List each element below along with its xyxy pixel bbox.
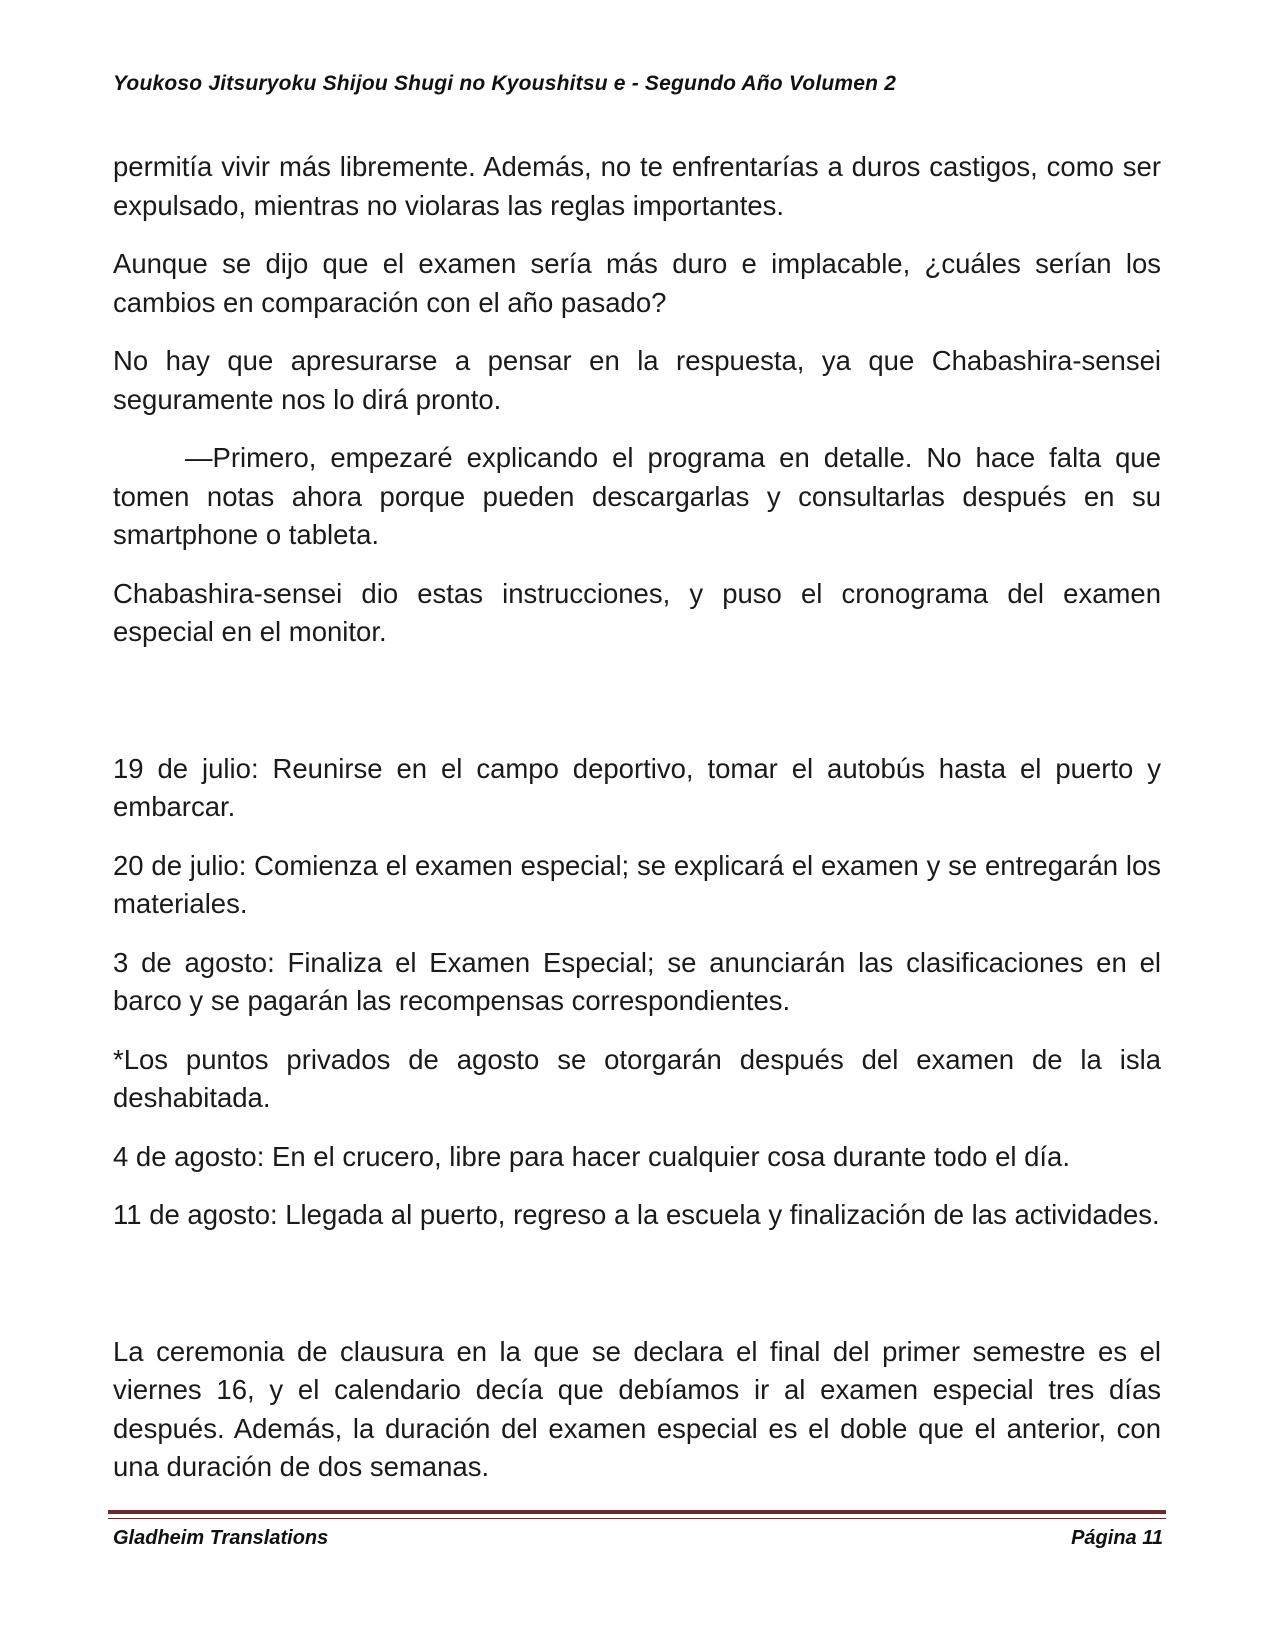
footer-page-number: Página 11	[1071, 1527, 1163, 1549]
paragraph: Aunque se dijo que el examen sería más duro e implacable, ¿cuáles serían los cambios en comparación con el año pasado?	[113, 248, 1161, 318]
section-gap	[113, 1255, 1161, 1333]
footer-translator: Gladheim Translations	[113, 1527, 329, 1549]
paragraph: permitía vivir más libremente. Además, no te enfrentarías a duros castigos, como ser expulsado, mientras no violaras las reglas importantes.	[113, 151, 1161, 221]
footer-divider	[108, 1510, 1166, 1519]
paragraph: No hay que apresurarse a pensar en la respuesta, ya que Chabashira-sensei seguramente nos lo dirá pronto.	[113, 345, 1161, 415]
paragraph: Chabashira-sensei dio estas instrucciones, y puso el cronograma del examen especial en el monitor.	[113, 577, 1161, 647]
closing-paragraph: La ceremonia de clausura en la que se declara el final del primer semestre es el viernes 16, y el calendario decía que debíamos ir al examen especial tres días después. Además, la duración del examen especial es el doble que el anterior, con una duración de dos semanas.	[113, 1335, 1161, 1482]
schedule-item: 19 de julio: Reunirse en el campo deportivo, tomar el autobús hasta el puerto y embarcar.	[113, 752, 1161, 822]
schedule-item: 4 de agosto: En el crucero, libre para hacer cualquier cosa durante todo el día.	[113, 1140, 1070, 1172]
page-header-title: Youkoso Jitsuryoku Shijou Shugi no Kyoushitsu e - Segundo Año Volumen 2	[113, 72, 897, 95]
page-body	[113, 148, 1161, 1507]
dialogue-paragraph: —Primero, empezaré explicando el programa en detalle. No hace falta que tomen notas ahora porque pueden descargarlas y consultarlas después en su smartphone o tableta.	[113, 442, 1161, 550]
section-gap	[113, 672, 1161, 750]
schedule-item: 3 de agosto: Finaliza el Examen Especial; se anunciarán las clasificaciones en el barco y se pagarán las recompensas correspondientes.	[113, 946, 1161, 1016]
schedule-item: 20 de julio: Comienza el examen especial; se explicará el examen y se entregarán los materiales.	[113, 849, 1161, 919]
schedule-item: 11 de agosto: Llegada al puerto, regreso a la escuela y finalización de las actividades.	[113, 1199, 1160, 1230]
schedule-note: *Los puntos privados de agosto se otorgarán después del examen de la isla deshabitada.	[113, 1043, 1161, 1113]
